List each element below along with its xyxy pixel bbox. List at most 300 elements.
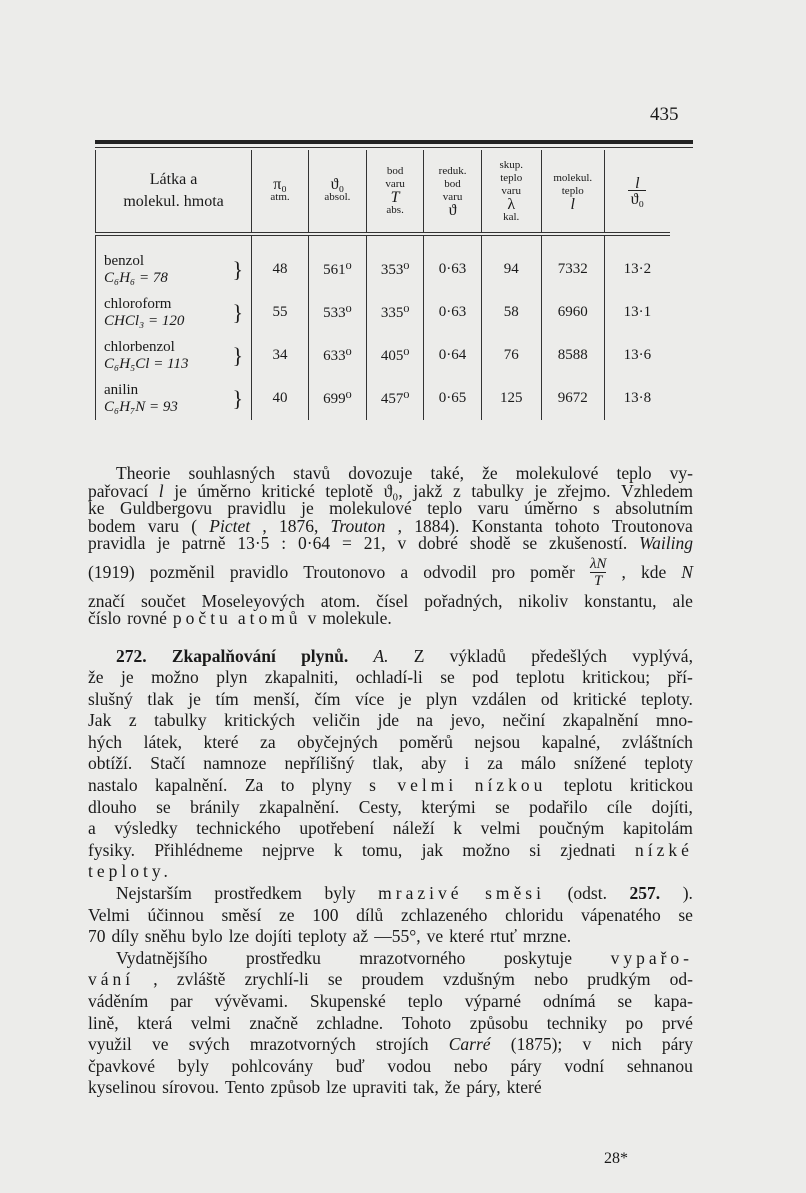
table-cell: 457⁰	[366, 377, 424, 420]
table-row	[96, 291, 671, 334]
text-run: poměr	[530, 561, 575, 582]
text-run: páry,	[466, 1077, 501, 1098]
column-header-line: molekul. hmota	[123, 193, 224, 210]
text-run: atom.	[320, 590, 361, 611]
text-run: obtíží.	[88, 753, 133, 774]
text-run: vy-	[669, 463, 693, 483]
text-run: páry	[661, 1034, 693, 1055]
text-run: Guldbergovu	[119, 498, 212, 518]
text-run: se	[522, 533, 538, 553]
text-run: směsi	[485, 883, 545, 904]
text-run: kde	[640, 561, 667, 582]
text-run: varu	[147, 515, 179, 536]
text-run: jak	[421, 839, 443, 860]
text-run: bylo	[191, 926, 223, 947]
text-run: teplotě	[325, 480, 374, 501]
text-run: tím	[215, 688, 239, 709]
text-line	[88, 775, 693, 797]
text-run: Zkapalňování	[171, 645, 276, 666]
text-run: zchlazeného	[400, 904, 488, 925]
substance-cell	[96, 334, 252, 377]
text-run: Tento	[224, 1077, 265, 1098]
column-header	[481, 150, 541, 234]
text-run: pravidlu	[227, 498, 286, 518]
text-run: tabulky	[471, 480, 524, 501]
text-run: fysiky.	[88, 839, 135, 860]
table-cell: 94	[481, 234, 541, 291]
substance-formula: C₆H₅Cl = 113	[104, 355, 189, 372]
text-run: se	[617, 991, 633, 1011]
text-run: ale	[672, 590, 693, 611]
column-header-line: atm.	[270, 191, 290, 203]
text-line	[88, 610, 693, 628]
substance-formula: CHCl₃ = 120	[104, 312, 185, 329]
text-run: výparné	[464, 991, 522, 1011]
text-run: vzdušným	[442, 969, 515, 990]
text-run: chloridu	[505, 904, 564, 925]
text-run: (	[191, 515, 198, 536]
table-cell: 48	[252, 234, 309, 291]
text-run: směsí	[221, 904, 262, 925]
text-run: namnoze	[203, 753, 267, 774]
text-run: kyselinou	[88, 1077, 157, 1098]
text-run: pařovací	[88, 480, 149, 501]
text-run: náleží	[392, 818, 435, 839]
text-run: které	[449, 926, 485, 947]
text-run: páry	[510, 1055, 542, 1076]
text-run: prvé	[661, 1012, 693, 1033]
text-run: Konstanta	[471, 515, 543, 536]
text-run: Za	[244, 775, 264, 796]
text-run: shodě	[469, 533, 511, 553]
table-cell: 353⁰	[366, 234, 424, 291]
text-run: vodní	[564, 1055, 605, 1076]
substance-text	[104, 296, 184, 330]
text-run: hých	[88, 731, 123, 752]
text-run: Vzhledem	[621, 480, 693, 501]
top-rule	[95, 140, 693, 144]
text-run: se	[156, 796, 171, 817]
text-run: teploty	[644, 753, 693, 774]
text-run: jde	[377, 710, 399, 731]
text-run: je	[398, 688, 412, 709]
text-run: teplotu	[515, 667, 565, 688]
table-cell: 0·65	[424, 377, 481, 420]
paragraph-trouton	[88, 465, 693, 628]
text-run: vání	[88, 969, 135, 990]
text-run: v	[397, 533, 407, 553]
text-run: úměrno	[197, 480, 251, 501]
substance-cell	[96, 291, 252, 334]
table-cell: 533⁰	[308, 291, 366, 334]
table-cell: 76	[481, 334, 541, 377]
text-run: =	[342, 533, 352, 553]
text-run: par	[170, 991, 193, 1011]
text-run: Troutonovo	[303, 561, 386, 582]
text-run: čpavkové	[88, 1055, 156, 1076]
brace: }	[232, 343, 244, 368]
text-run: způsobu	[469, 1012, 529, 1033]
text-line	[88, 926, 693, 948]
text-run: teplo	[407, 991, 443, 1011]
text-run: ke	[88, 498, 105, 518]
table-row	[96, 234, 671, 291]
text-run: 1876,	[278, 515, 319, 536]
text-run: dovozuje	[348, 463, 413, 483]
text-run: nikoliv	[518, 590, 569, 611]
text-run: pří-	[667, 667, 693, 688]
text-run: velmi	[190, 1012, 231, 1033]
text-run: rtuť	[490, 926, 518, 947]
text-run: nízké	[634, 839, 693, 860]
text-run: nebo	[534, 969, 569, 990]
text-run: patrně	[181, 533, 226, 553]
text-line	[88, 465, 693, 483]
text-run: zvláštních	[621, 731, 693, 752]
text-run: upraviti	[352, 1077, 407, 1098]
text-run: teplo	[616, 463, 652, 483]
text-run: zkapalnění.	[259, 796, 340, 817]
text-run: Přihlédneme	[154, 839, 243, 860]
text-run: způsob	[270, 1077, 321, 1098]
text-run: je	[157, 533, 170, 553]
text-run: za	[260, 731, 276, 752]
table-cell: 0·64	[424, 334, 481, 377]
text-run: Velmi	[88, 904, 130, 925]
text-run: počtu	[172, 608, 232, 628]
text-run: rovné	[127, 608, 167, 628]
text-run: molekulové	[329, 498, 412, 518]
text-run: od	[540, 688, 559, 709]
text-run: možno	[151, 667, 199, 688]
text-run: výsledky	[114, 818, 178, 839]
brace: }	[232, 300, 244, 325]
text-run: svých	[188, 1034, 230, 1055]
text-run: Trouton	[330, 515, 386, 536]
text-run: 100	[312, 904, 339, 925]
text-run: se	[327, 969, 343, 990]
text-run: také,	[430, 463, 465, 483]
table-cell: 9672	[541, 377, 604, 420]
column-header-line: teplo	[500, 171, 523, 184]
substance-cell	[96, 377, 252, 420]
text-run: na	[416, 710, 434, 731]
text-run: prostředku	[245, 947, 321, 968]
text-run: 272.	[116, 645, 147, 666]
text-run: ze	[279, 904, 295, 925]
text-run: je	[301, 498, 314, 518]
table-cell: 561⁰	[308, 234, 366, 291]
text-run: jevo,	[450, 710, 486, 731]
text-run: kapalné,	[541, 731, 601, 752]
text-run: váděním	[88, 991, 149, 1011]
text-run: atomů	[237, 608, 302, 628]
text-line	[88, 948, 693, 970]
text-run: zkapalniti,	[264, 667, 339, 688]
table-cell: 699⁰	[308, 377, 366, 420]
top-rule-thin	[95, 147, 693, 148]
text-line	[88, 555, 693, 591]
critical-data-table	[95, 150, 670, 420]
text-run: výkladů	[449, 645, 506, 666]
text-line	[88, 797, 693, 819]
table-cell: 335⁰	[366, 291, 424, 334]
table-cell: 13·8	[604, 377, 670, 420]
text-run: konstantu,	[584, 590, 657, 611]
text-run: i	[464, 753, 470, 774]
text-run: ochladí-li	[355, 667, 423, 688]
text-run: Pictet	[209, 515, 251, 536]
text-line	[88, 1013, 693, 1035]
text-run: bránily	[190, 796, 240, 817]
text-run: ,	[153, 969, 158, 990]
text-run: které	[203, 731, 239, 752]
substance-text	[104, 253, 168, 287]
column-header-line: teplo	[561, 184, 584, 197]
text-run: účinnou	[147, 904, 204, 925]
text-run: 257.	[629, 883, 661, 904]
text-run: pravidla	[88, 533, 146, 553]
text-line	[88, 535, 693, 553]
substance-text	[104, 339, 188, 373]
text-run: nepřílišný	[284, 753, 355, 774]
text-run: mno-	[656, 710, 693, 731]
text-run: nastalo	[88, 775, 138, 796]
substance-name: chloroform	[104, 295, 172, 312]
column-header-line: ϑ	[448, 202, 457, 219]
text-run: ve	[151, 1034, 169, 1055]
column-header-line: ϑ₀	[630, 190, 645, 208]
column-header-line: kal.	[503, 210, 520, 223]
text-run: sněhu	[144, 926, 186, 947]
text-run: součet	[140, 590, 186, 611]
text-run: kritických	[224, 710, 296, 731]
text-run: možno	[462, 839, 510, 860]
text-run: mrazotvorného	[359, 947, 466, 968]
text-run: strojích	[375, 1034, 429, 1055]
table-body	[96, 234, 671, 420]
text-run: Theorie	[116, 463, 171, 483]
text-run: je	[534, 480, 547, 501]
text-run: kapalnění.	[155, 775, 228, 796]
text-run: bodem	[88, 515, 136, 536]
text-line	[88, 1056, 693, 1078]
text-run: kapitolám	[622, 818, 693, 839]
text-run: látek,	[143, 731, 182, 752]
text-run: pořadných,	[424, 590, 503, 611]
text-run: tabulky	[154, 710, 207, 731]
text-run: se	[440, 667, 455, 688]
text-run: cíle	[606, 796, 633, 817]
substance-formula: C₆H₆ = 78	[104, 269, 168, 286]
text-run: plyn	[426, 688, 458, 709]
text-line	[88, 905, 693, 927]
text-run: tlak,	[372, 753, 404, 774]
text-run: 21,	[363, 533, 386, 553]
text-run: Vydatnějšího	[116, 947, 208, 968]
text-run: Moseleyových	[201, 590, 305, 611]
column-header-line: Látka a	[149, 171, 198, 188]
text-line	[88, 689, 693, 711]
substance-cell	[96, 234, 252, 291]
text-run: dobré	[418, 533, 458, 553]
column-header	[308, 150, 366, 234]
text-run: se	[678, 904, 693, 925]
text-run: za	[487, 753, 503, 774]
text-run: poměrů	[399, 731, 453, 752]
text-run: —55°,	[374, 926, 421, 947]
text-run: značně	[249, 1012, 298, 1033]
text-run: 0·64	[298, 533, 331, 553]
text-run: odvodil	[423, 561, 477, 582]
fraction-numerator: λN	[589, 556, 607, 572]
column-header	[96, 150, 252, 234]
text-run: zkapalnění	[562, 710, 639, 731]
table-cell: 55	[252, 291, 309, 334]
text-run: snížené	[573, 753, 627, 774]
text-run: s	[369, 775, 380, 796]
text-run: Cesty,	[358, 796, 402, 817]
text-run: zkušeností.	[549, 533, 628, 553]
text-run: úměrno	[524, 498, 578, 518]
text-run: aby	[421, 753, 447, 774]
text-run: proudem	[361, 969, 424, 990]
text-run: nejsou	[474, 731, 521, 752]
text-run: zvláště	[176, 969, 226, 990]
text-line	[88, 861, 693, 883]
column-header-line: reduk.	[438, 165, 467, 177]
text-line	[88, 667, 693, 689]
table-cell: 633⁰	[308, 334, 366, 377]
text-run: které	[506, 1077, 542, 1098]
column-header-line: π₀	[273, 176, 287, 193]
text-run: Stačí	[150, 753, 186, 774]
text-run: předešlých	[531, 645, 607, 666]
table-cell: 6960	[541, 291, 604, 334]
text-run: pro	[491, 561, 516, 582]
text-run: tomu,	[361, 839, 403, 860]
column-header-line: varu	[385, 178, 405, 190]
text-run: teploty.	[88, 861, 172, 882]
column-header-line: molekul.	[553, 171, 593, 184]
text-run: je	[188, 688, 201, 709]
text-run: Jak	[88, 710, 112, 731]
text-run: tohoto	[554, 515, 600, 536]
text-line	[88, 969, 693, 991]
table-cell: 34	[252, 334, 309, 377]
fraction	[590, 556, 607, 589]
text-run: se	[495, 796, 510, 817]
section-272	[88, 646, 693, 1099]
text-run: 1884).	[414, 515, 460, 536]
text-run: to	[280, 775, 295, 796]
text-run: málo	[520, 753, 556, 774]
text-run: značí	[88, 590, 125, 611]
text-line	[88, 818, 693, 840]
substance-name: benzol	[104, 252, 144, 269]
text-run: po	[625, 1012, 644, 1033]
text-run: teplo	[427, 498, 463, 518]
text-run: vypařo-	[610, 947, 693, 968]
text-run: podařilo	[529, 796, 588, 817]
column-header	[541, 150, 604, 234]
column-header-line: bod	[386, 165, 404, 177]
text-run: stavů	[293, 463, 331, 483]
text-run: a	[88, 818, 96, 839]
column-header-line: bod	[444, 178, 461, 190]
text-run: zrychlí-li	[244, 969, 309, 990]
text-run: nečiní	[502, 710, 546, 731]
text-run: dojíti	[255, 926, 293, 947]
text-run: dlouho	[88, 796, 137, 817]
table-cell: 13·6	[604, 334, 670, 377]
text-run: až	[352, 926, 369, 947]
text-run: vyplývá,	[632, 645, 693, 666]
text-run: čísel	[376, 590, 409, 611]
text-run: je	[121, 667, 134, 688]
text-run: sehnanou	[626, 1055, 693, 1076]
text-run: nejprve	[262, 839, 315, 860]
text-run: zchladne.	[316, 1012, 384, 1033]
text-run: vývěvami.	[214, 991, 288, 1011]
text-run: v	[307, 608, 317, 628]
text-run: lze	[326, 1077, 347, 1098]
text-run: molekule.	[322, 608, 392, 628]
text-run: nízkou	[474, 775, 547, 796]
table-header-row	[96, 150, 671, 234]
column-header-line: l	[570, 195, 575, 213]
text-run: kritickou	[629, 775, 693, 796]
table-cell: 8588	[541, 334, 604, 377]
text-run: ,	[397, 515, 402, 536]
column-header-line: ϑ₀	[330, 176, 345, 193]
text-run: A.	[373, 645, 389, 666]
text-run: k	[453, 818, 463, 839]
text-run: pozměnil	[149, 561, 215, 582]
text-run: pod	[472, 667, 499, 688]
text-run: techniky	[546, 1012, 608, 1033]
text-run: zjednati	[560, 839, 616, 860]
table-cell: 125	[481, 377, 541, 420]
text-run: obyčejných	[297, 731, 378, 752]
text-run: kritické	[572, 688, 627, 709]
page-number: 435	[650, 104, 679, 125]
signature-mark: 28*	[604, 1150, 628, 1167]
table-cell: 13·2	[604, 234, 670, 291]
column-header	[252, 150, 309, 234]
brace: }	[232, 257, 244, 282]
column-header-line: T	[390, 189, 400, 206]
text-line	[88, 883, 693, 905]
text-run: teploty.	[641, 688, 693, 709]
text-run: varu	[477, 498, 509, 518]
text-run: ,	[262, 515, 267, 536]
text-run: Tohoto	[401, 1012, 452, 1033]
column-header-line: skup.	[499, 158, 523, 171]
text-run: plyn	[216, 667, 248, 688]
text-run: nich	[611, 1034, 642, 1055]
table-cell: 13·1	[604, 291, 670, 334]
text-run: kapa-	[654, 991, 693, 1011]
column-header-line: varu	[442, 191, 463, 203]
text-run: 13·5	[237, 533, 270, 553]
text-run: veličin	[312, 710, 361, 731]
text-run: prudkým	[587, 969, 651, 990]
brace: }	[232, 386, 244, 411]
text-run: ).	[682, 883, 693, 904]
text-run: byly	[177, 1055, 209, 1076]
text-run: ϑ₀,	[383, 480, 403, 501]
